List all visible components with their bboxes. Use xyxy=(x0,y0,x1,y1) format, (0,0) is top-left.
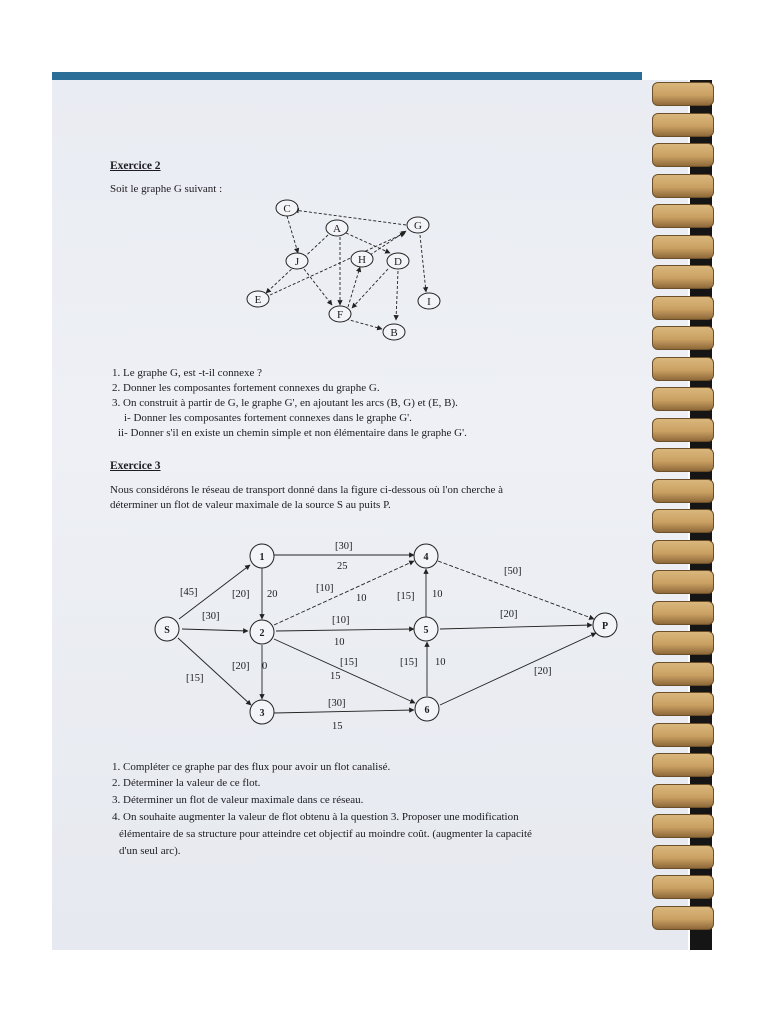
transport-network-diagram xyxy=(150,535,630,745)
node-p-label: P xyxy=(601,621,609,632)
binding-coil xyxy=(652,418,714,442)
node-i-label: I xyxy=(427,296,431,308)
arc-6-p xyxy=(440,633,596,705)
label-c-2-3: [20] xyxy=(232,661,250,672)
arc-j-f xyxy=(304,269,332,305)
node-4-label: 4 xyxy=(423,552,429,563)
ex3-question-4-line3: d'un seul arc). xyxy=(119,845,181,857)
arc-g-c xyxy=(294,210,406,225)
binding-coil xyxy=(652,814,714,838)
ex2-question-3: 3. On construit à partir de G, le graphe G', en ajoutant les arcs (B, G) et (E, B). xyxy=(112,397,458,409)
label-c-s-2: [30] xyxy=(202,611,220,622)
binding-coil xyxy=(652,906,714,930)
label-c-4-p: [50] xyxy=(504,566,522,577)
binding-coil xyxy=(652,387,714,411)
ex3-question-4-line2: élémentaire de sa structure pour atteindre cet objectif au moindre coût. (augmenter la capacité xyxy=(119,828,532,840)
node-h-label: H xyxy=(358,254,366,266)
binding-coil xyxy=(652,479,714,503)
label-f-6-5: 10 xyxy=(435,657,446,668)
node-g-label: G xyxy=(414,220,422,232)
node-5-label: 5 xyxy=(423,625,429,636)
label-c-6-p: [20] xyxy=(534,666,552,677)
label-f-1-2: 20 xyxy=(267,589,278,600)
label-c-s-1: [45] xyxy=(180,587,198,598)
label-f-2-5: 10 xyxy=(334,637,345,648)
node-j-label: J xyxy=(294,256,300,268)
binding-coil xyxy=(652,448,714,472)
binding-coil xyxy=(652,204,714,228)
node-e-label: E xyxy=(254,294,262,306)
label-c-2-5: [10] xyxy=(332,615,350,626)
label-c-6-5: [15] xyxy=(400,657,418,668)
ex3-question-4: 4. On souhaite augmenter la valeur de flot obtenu à la question 3. Proposer une modification xyxy=(112,811,519,823)
arc-f-b xyxy=(346,319,382,329)
binding-coil xyxy=(652,631,714,655)
arc-3-6 xyxy=(274,710,414,713)
node-d-label: D xyxy=(394,256,402,268)
binding-coil xyxy=(652,845,714,869)
arc-2-5 xyxy=(276,629,414,631)
binding-coil xyxy=(652,296,714,320)
node-b-label: B xyxy=(390,327,398,339)
binding-coil xyxy=(652,784,714,808)
binding-coil xyxy=(652,662,714,686)
node-s-label: S xyxy=(164,625,170,636)
ex3-question-3: 3. Déterminer un flot de valeur maximale dans ce réseau. xyxy=(112,794,364,806)
binding-coil xyxy=(652,692,714,716)
binding-coil xyxy=(652,174,714,198)
arc-2-6 xyxy=(274,639,415,703)
label-c-2-6: [15] xyxy=(340,657,358,668)
binding-coil xyxy=(652,540,714,564)
node-6-label: 6 xyxy=(424,705,430,716)
label-c-1-2: [20] xyxy=(232,589,250,600)
binding-coil xyxy=(652,509,714,533)
arc-d-f xyxy=(352,269,388,308)
node-a-label: A xyxy=(333,223,341,235)
label-f-2-4: 10 xyxy=(356,593,367,604)
label-f-5-4: 10 xyxy=(432,589,443,600)
node-2-label: 2 xyxy=(259,628,265,639)
ex2-question-1: 1. Le graphe G, est -t-il connexe ? xyxy=(112,367,262,379)
node-c-label: C xyxy=(283,203,291,215)
exercise2-title: Exercice 2 xyxy=(110,160,161,172)
node-f-label: F xyxy=(336,309,344,321)
label-c-5-4: [15] xyxy=(397,591,415,602)
arc-d-b xyxy=(396,271,398,320)
label-f-1-4: 25 xyxy=(337,561,348,572)
label-c-1-4: [30] xyxy=(335,541,353,552)
label-f-3-6: 15 xyxy=(332,721,343,732)
arc-c-j xyxy=(287,216,298,253)
binding-coil xyxy=(652,601,714,625)
binding-coil xyxy=(652,326,714,350)
label-c-5-p: [20] xyxy=(500,609,518,620)
binding-coil xyxy=(652,723,714,747)
arc-f-h xyxy=(348,267,360,307)
binding-coil xyxy=(652,82,714,106)
exercise3-intro-line2: déterminer un flot de valeur maximale de la source S au puits P. xyxy=(110,499,391,511)
label-c-s-3: [15] xyxy=(186,673,204,684)
node-3-label: 3 xyxy=(259,708,265,719)
exercise3-intro-line1: Nous considérons le réseau de transport donné dans la figure ci-dessous où l'on cherche à xyxy=(110,484,503,496)
ex3-question-1: 1. Compléter ce graphe par des flux pour avoir un flot canalisé. xyxy=(112,761,391,773)
binding-coil xyxy=(652,875,714,899)
exercise2-intro: Soit le graphe G suivant : xyxy=(110,183,223,195)
binding-coil xyxy=(652,570,714,594)
arc-5-p xyxy=(440,625,592,629)
label-c-3-6: [30] xyxy=(328,698,346,709)
label-c-2-4: [10] xyxy=(316,583,334,594)
label-f-2-6: 15 xyxy=(330,671,341,682)
arc-h-g xyxy=(370,231,406,255)
ex2-question-2: 2. Donner les composantes fortement connexes du graphe G. xyxy=(112,382,380,394)
node-1-label: 1 xyxy=(259,552,265,563)
arc-g-i xyxy=(420,235,426,292)
ex2-question-3i: i- Donner les composantes fortement connexes dans le graphe G'. xyxy=(124,412,412,424)
ex2-question-3ii: ii- Donner s'il en existe un chemin simple et non élémentaire dans le graphe G'. xyxy=(118,427,467,439)
label-f-2-3: 0 xyxy=(262,661,268,672)
arc-s-2 xyxy=(182,629,248,631)
binding-coil xyxy=(652,357,714,381)
binding-coil xyxy=(652,265,714,289)
binding-coil xyxy=(652,143,714,167)
ex3-question-2: 2. Déterminer la valeur de ce flot. xyxy=(112,777,261,789)
binding-coil xyxy=(652,235,714,259)
binding-coil xyxy=(652,753,714,777)
exercise3-title: Exercice 3 xyxy=(110,460,161,472)
graph-g-diagram xyxy=(240,195,450,345)
binding-coil xyxy=(652,113,714,137)
